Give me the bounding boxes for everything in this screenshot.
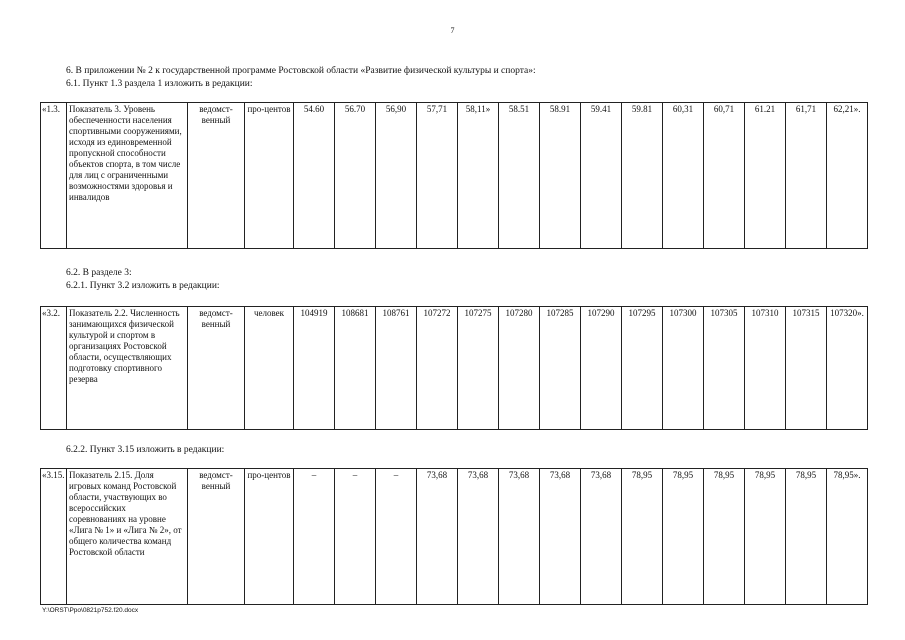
- value-cell: 108761: [376, 307, 417, 430]
- indicator-table-1-3: [40, 102, 868, 249]
- indicator-unit: человек: [245, 307, 294, 430]
- value-cell: 78,95: [745, 469, 786, 605]
- value-cell: 61.21: [745, 103, 786, 249]
- value-cell: 60,31: [663, 103, 704, 249]
- value-cell: 57,71: [417, 103, 458, 249]
- value-cell: 56,90: [376, 103, 417, 249]
- section-6-2-2-heading: 6.2.2. Пункт 3.15 изложить в редакции:: [66, 445, 225, 455]
- indicator-table-3-15: [40, 468, 868, 605]
- value-cell: 73,68: [540, 469, 581, 605]
- value-cell: 54.60: [294, 103, 335, 249]
- value-cell: 61,71: [786, 103, 827, 249]
- value-cell: –: [294, 469, 335, 605]
- value-cell: 108681: [335, 307, 376, 430]
- indicator-name: Показатель 2.15. Доля игровых команд Ростовской области, участвующих во всероссийских соревнованиях на уровне «Лига № 1» и «Лига № 2», от общего количества команд Ростовской области: [67, 469, 188, 605]
- value-cell: 107305: [704, 307, 745, 430]
- indicator-name: Показатель 3. Уровень обеспеченности населения спортивными сооружениями, исходя из единовременной пропускной способности объектов спорта, в том числе для лиц с ограниченными возможностями здоровья и инвалидов: [67, 103, 188, 249]
- indicator-type: ведомст-венный: [188, 103, 245, 249]
- value-cell: 107285: [540, 307, 581, 430]
- value-cell: 107295: [622, 307, 663, 430]
- value-cell: –: [376, 469, 417, 605]
- value-cell: 73,68: [417, 469, 458, 605]
- value-cell: 60,71: [704, 103, 745, 249]
- indicator-unit: про-центов: [245, 103, 294, 249]
- value-cell: 107275: [458, 307, 499, 430]
- value-cell: 58.91: [540, 103, 581, 249]
- value-cell: 56.70: [335, 103, 376, 249]
- section-6-1-heading: 6.1. Пункт 1.3 раздела 1 изложить в редакции:: [66, 79, 253, 89]
- value-cell: 78,95: [622, 469, 663, 605]
- row-number: «1.3.: [41, 103, 67, 249]
- value-cell: –: [335, 469, 376, 605]
- value-cell: 107272: [417, 307, 458, 430]
- value-cell: 107300: [663, 307, 704, 430]
- value-cell: 73,68: [458, 469, 499, 605]
- value-cell: 107315: [786, 307, 827, 430]
- value-cell: 59.81: [622, 103, 663, 249]
- indicator-type: ведомст-венный: [188, 469, 245, 605]
- section-6-heading: 6. В приложении № 2 к государственной программе Ростовской области «Развитие физической культуры и спорта»:: [66, 66, 536, 76]
- value-cell: 73,68: [581, 469, 622, 605]
- indicator-name: Показатель 2.2. Численность занимающихся физической культурой и спортом в организациях Ростовской области, осуществляющих подготовку спортивного резерва: [67, 307, 188, 430]
- indicator-table-3-2: [40, 306, 868, 430]
- value-cell: 58,11»: [458, 103, 499, 249]
- value-cell: 58.51: [499, 103, 540, 249]
- value-cell: 78,95: [663, 469, 704, 605]
- section-6-2-heading: 6.2. В разделе 3:: [66, 268, 132, 278]
- section-6-2-1-heading: 6.2.1. Пункт 3.2 изложить в редакции:: [66, 281, 220, 291]
- value-cell: 107310: [745, 307, 786, 430]
- value-cell: 62,21».: [827, 103, 868, 249]
- value-cell: 104919: [294, 307, 335, 430]
- value-cell: 107290: [581, 307, 622, 430]
- indicator-unit: про-центов: [245, 469, 294, 605]
- indicator-type: ведомст-венный: [188, 307, 245, 430]
- value-cell: 78,95: [786, 469, 827, 605]
- value-cell: 78,95».: [827, 469, 868, 605]
- value-cell: 73,68: [499, 469, 540, 605]
- value-cell: 78,95: [704, 469, 745, 605]
- row-number: «3.2.: [41, 307, 67, 430]
- value-cell: 59.41: [581, 103, 622, 249]
- value-cell: 107320».: [827, 307, 868, 430]
- row-number: «3.15.: [41, 469, 67, 605]
- value-cell: 107280: [499, 307, 540, 430]
- file-path-footer: Y:\ORST\Ppo\0821p752.f20.docx: [42, 607, 139, 614]
- page-number: 7: [450, 26, 455, 35]
